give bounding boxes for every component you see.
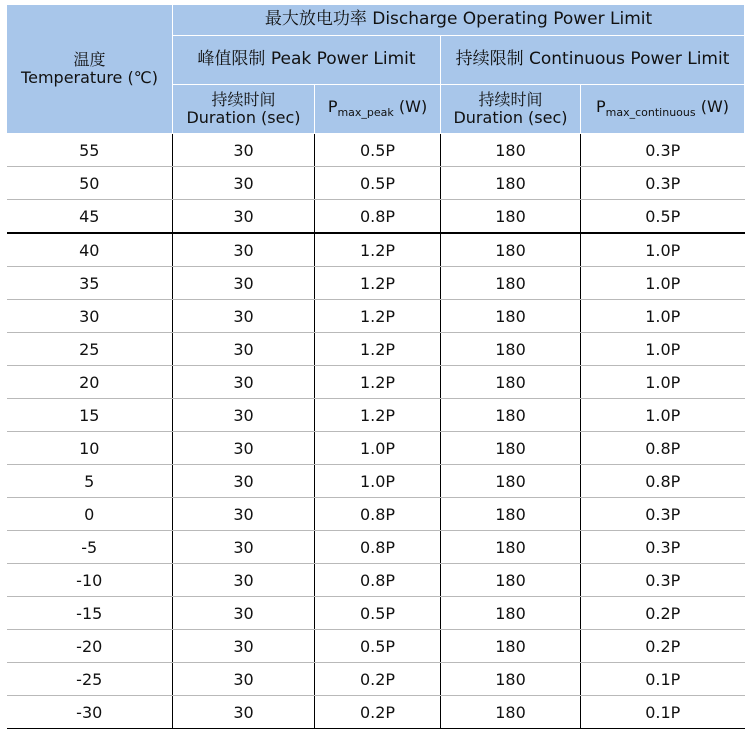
- peak-duration-cell: 30: [173, 432, 315, 465]
- peak-power-cell: 0.8P: [315, 564, 441, 597]
- continuous-duration-cell: 180: [441, 531, 581, 564]
- peak-duration-cell: 30: [173, 696, 315, 729]
- table-row: [7, 597, 745, 630]
- temperature-cell: 35: [7, 267, 173, 300]
- temperature-cell: 50: [7, 167, 173, 200]
- table-body: [7, 134, 745, 729]
- peak-duration-cell: 30: [173, 663, 315, 696]
- continuous-duration-cell: 180: [441, 432, 581, 465]
- continuous-duration-header: [441, 85, 581, 134]
- peak-duration-cell: 30: [173, 399, 315, 432]
- table-row: [7, 630, 745, 663]
- table-row: [7, 167, 745, 200]
- peak-power-cell: 0.5P: [315, 134, 441, 167]
- peak-duration-header-zh: 持续时间: [211, 89, 276, 109]
- peak-duration-cell: 30: [173, 200, 315, 234]
- table-row: [7, 333, 745, 366]
- table-title: 最大放电功率 Discharge Operating Power Limit: [173, 5, 745, 36]
- table-row: [7, 498, 745, 531]
- table-header: [7, 5, 745, 134]
- pmax-peak-subscript: max_peak: [337, 106, 394, 120]
- temperature-cell: -20: [7, 630, 173, 663]
- continuous-duration-cell: 180: [441, 233, 581, 267]
- pmax-peak-header: [315, 85, 441, 134]
- table-row: [7, 300, 745, 333]
- continuous-power-cell: 0.5P: [581, 200, 745, 234]
- peak-duration-cell: 30: [173, 531, 315, 564]
- pmax-continuous-base: P: [595, 97, 606, 117]
- peak-duration-cell: 30: [173, 597, 315, 630]
- peak-power-cell: 1.2P: [315, 300, 441, 333]
- temperature-cell: 20: [7, 366, 173, 399]
- continuous-duration-cell: 180: [441, 498, 581, 531]
- continuous-duration-cell: 180: [441, 465, 581, 498]
- continuous-duration-cell: 180: [441, 597, 581, 630]
- peak-duration-cell: 30: [173, 233, 315, 267]
- continuous-power-cell: 0.1P: [581, 663, 745, 696]
- continuous-power-cell: 0.8P: [581, 432, 745, 465]
- peak-duration-cell: 30: [173, 167, 315, 200]
- peak-power-cell: 1.2P: [315, 333, 441, 366]
- continuous-duration-cell: 180: [441, 696, 581, 729]
- pmax-continuous-header: [581, 85, 745, 134]
- table-row: [7, 233, 745, 267]
- continuous-duration-header-zh: 持续时间: [478, 89, 543, 109]
- temperature-cell: -25: [7, 663, 173, 696]
- peak-duration-cell: 30: [173, 366, 315, 399]
- table-row: [7, 432, 745, 465]
- pmax-continuous-subscript: max_continuous: [605, 106, 696, 120]
- peak-power-cell: 0.5P: [315, 167, 441, 200]
- pmax-peak-base: P: [327, 97, 338, 117]
- temperature-header: [7, 5, 173, 134]
- table-row: [7, 564, 745, 597]
- continuous-power-cell: 0.3P: [581, 134, 745, 167]
- continuous-duration-cell: 180: [441, 300, 581, 333]
- peak-group-header: 峰值限制 Peak Power Limit: [173, 36, 441, 85]
- continuous-power-cell: 0.8P: [581, 465, 745, 498]
- continuous-duration-cell: 180: [441, 663, 581, 696]
- peak-duration-cell: 30: [173, 630, 315, 663]
- peak-duration-cell: 30: [173, 134, 315, 167]
- continuous-power-cell: 1.0P: [581, 333, 745, 366]
- table-row: [7, 696, 745, 729]
- table-row: [7, 399, 745, 432]
- continuous-power-cell: 0.3P: [581, 167, 745, 200]
- continuous-power-cell: 0.3P: [581, 498, 745, 531]
- peak-duration-header: [173, 85, 315, 134]
- peak-duration-cell: 30: [173, 564, 315, 597]
- temperature-header-en: Temperature (℃): [21, 68, 158, 87]
- peak-power-cell: 1.2P: [315, 399, 441, 432]
- peak-duration-cell: 30: [173, 267, 315, 300]
- continuous-duration-cell: 180: [441, 167, 581, 200]
- table-row: [7, 531, 745, 564]
- temperature-cell: 40: [7, 233, 173, 267]
- table-row: [7, 366, 745, 399]
- header-row-title: [7, 5, 745, 36]
- temperature-cell: 5: [7, 465, 173, 498]
- peak-power-cell: 0.2P: [315, 696, 441, 729]
- peak-power-cell: 0.5P: [315, 597, 441, 630]
- continuous-power-cell: 0.2P: [581, 630, 745, 663]
- continuous-group-header: 持续限制 Continuous Power Limit: [441, 36, 745, 85]
- pmax-peak-unit: (W): [393, 97, 428, 117]
- peak-power-cell: 0.8P: [315, 531, 441, 564]
- table-row: [7, 267, 745, 300]
- temperature-cell: -30: [7, 696, 173, 729]
- peak-power-cell: 0.8P: [315, 498, 441, 531]
- continuous-duration-cell: 180: [441, 630, 581, 663]
- temperature-cell: 45: [7, 200, 173, 234]
- temperature-cell: 30: [7, 300, 173, 333]
- continuous-duration-cell: 180: [441, 366, 581, 399]
- temperature-cell: 10: [7, 432, 173, 465]
- peak-power-cell: 1.0P: [315, 432, 441, 465]
- continuous-duration-cell: 180: [441, 333, 581, 366]
- temperature-cell: -10: [7, 564, 173, 597]
- peak-duration-cell: 30: [173, 333, 315, 366]
- table-row: [7, 134, 745, 167]
- temperature-cell: 25: [7, 333, 173, 366]
- continuous-duration-cell: 180: [441, 267, 581, 300]
- table-row: [7, 465, 745, 498]
- discharge-power-table: [6, 4, 745, 729]
- continuous-duration-header-en: Duration (sec): [453, 108, 568, 127]
- continuous-power-cell: 1.0P: [581, 300, 745, 333]
- continuous-power-cell: 0.3P: [581, 564, 745, 597]
- temperature-cell: 0: [7, 498, 173, 531]
- continuous-duration-cell: 180: [441, 200, 581, 234]
- continuous-power-cell: 0.3P: [581, 531, 745, 564]
- table-row: [7, 200, 745, 234]
- continuous-power-cell: 1.0P: [581, 233, 745, 267]
- peak-power-cell: 1.2P: [315, 233, 441, 267]
- peak-power-cell: 1.2P: [315, 366, 441, 399]
- continuous-duration-cell: 180: [441, 399, 581, 432]
- continuous-power-cell: 0.1P: [581, 696, 745, 729]
- table-row: [7, 663, 745, 696]
- pmax-continuous-unit: (W): [695, 97, 729, 117]
- peak-duration-cell: 30: [173, 300, 315, 333]
- peak-power-cell: 0.8P: [315, 200, 441, 234]
- discharge-power-table-wrapper: [6, 4, 745, 729]
- peak-power-cell: 1.0P: [315, 465, 441, 498]
- peak-power-cell: 1.2P: [315, 267, 441, 300]
- continuous-power-cell: 0.2P: [581, 597, 745, 630]
- peak-duration-header-en: Duration (sec): [186, 108, 301, 127]
- peak-duration-cell: 30: [173, 465, 315, 498]
- temperature-cell: 15: [7, 399, 173, 432]
- temperature-cell: -15: [7, 597, 173, 630]
- peak-power-cell: 0.2P: [315, 663, 441, 696]
- continuous-power-cell: 1.0P: [581, 366, 745, 399]
- peak-duration-cell: 30: [173, 498, 315, 531]
- temperature-cell: -5: [7, 531, 173, 564]
- continuous-power-cell: 1.0P: [581, 399, 745, 432]
- peak-power-cell: 0.5P: [315, 630, 441, 663]
- continuous-power-cell: 1.0P: [581, 267, 745, 300]
- continuous-duration-cell: 180: [441, 564, 581, 597]
- continuous-duration-cell: 180: [441, 134, 581, 167]
- temperature-cell: 55: [7, 134, 173, 167]
- temperature-header-zh: 温度: [73, 49, 106, 69]
